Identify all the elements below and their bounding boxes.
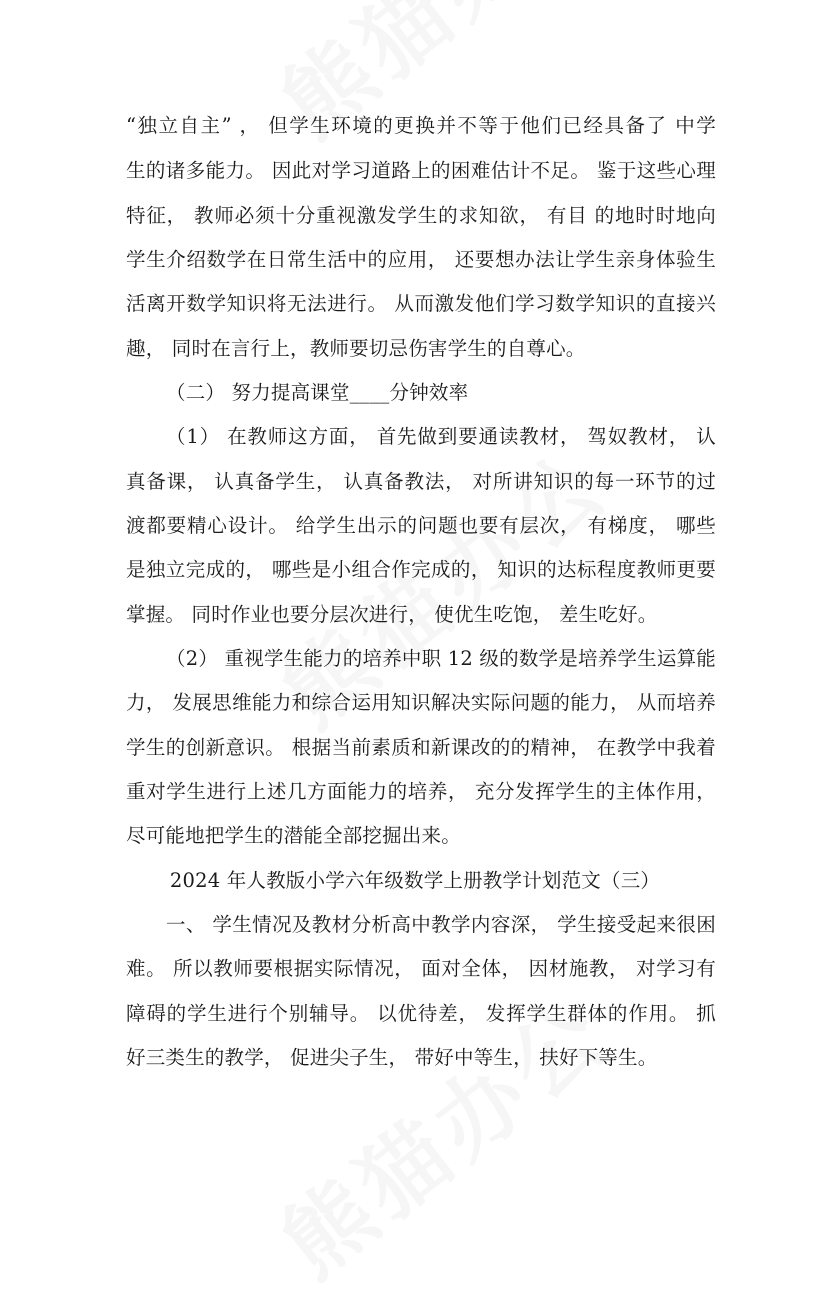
paragraph-line: 难。 所以教师要根据实际情况， 面对全体， 因材施教， 对学习有	[126, 957, 716, 980]
paragraph-line: （2） 重视学生能力的培养中职 12 级的数学是培养学生运算能	[166, 647, 716, 670]
document-title: 2024 年人教版小学六年级数学上册教学计划范文（三）	[169, 869, 661, 892]
paragraph-line: 掌握。 同时作业也要分层次进行， 使优生吃饱， 差生吃好。	[126, 603, 658, 626]
paragraph-line: 学生介绍数学在日常生活中的应用， 还要想办法让学生亲身体验生	[126, 248, 716, 271]
paragraph-line: 活离开数学知识将无法进行。 从而激发他们学习数学知识的直接兴	[126, 292, 716, 315]
paragraph-line: 特征， 教师必须十分重视激发学生的求知欲， 有目 的地时时地向	[126, 204, 716, 227]
paragraph-line: “独立自主” ， 但学生环境的更换并不等于他们已经具备了 中学	[126, 114, 716, 137]
paragraph-line: 真备课， 认真备学生， 认真备教法， 对所讲知识的每一环节的过	[126, 470, 716, 493]
paragraph-line: 好三类生的教学， 促进尖子生， 带好中等生， 扶好下等生。	[126, 1046, 658, 1069]
paragraph-line: 尽可能地把学生的潜能全部挖掘出来。	[126, 824, 461, 847]
paragraph-line: 一、 学生情况及教材分析高中教学内容深， 学生接受起来很困	[166, 913, 716, 936]
paragraph-line: 障碍的学生进行个别辅导。 以优待差， 发挥学生群体的作用。 抓	[126, 1002, 716, 1025]
paragraph-line: 是独立完成的， 哪些是小组合作完成的， 知识的达标程度教师更要	[126, 558, 716, 581]
section-heading: （二） 努力提高课堂____分钟效率	[166, 381, 469, 404]
paragraph-line: 学生的创新意识。 根据当前素质和新课改的的精神， 在教学中我着	[126, 736, 716, 759]
paragraph-line: 力， 发展思维能力和综合运用知识解决实际问题的能力， 从而培养	[126, 691, 716, 714]
paragraph-line: 渡都要精心设计。 给学生出示的问题也要有层次， 有梯度， 哪些	[126, 514, 716, 537]
paragraph-line: 重对学生进行上述几方面能力的培养， 充分发挥学生的主体作用，	[126, 780, 716, 803]
paragraph-line: 趣， 同时在言行上，教师要切忌伤害学生的自尊心。	[126, 337, 586, 360]
paragraph-line: （1） 在教师这方面， 首先做到要通读教材， 驾奴教材， 认	[166, 425, 716, 448]
paragraph-line: 生的诸多能力。 因此对学习道路上的困难估计不足。 鉴于这些心理	[126, 159, 716, 182]
